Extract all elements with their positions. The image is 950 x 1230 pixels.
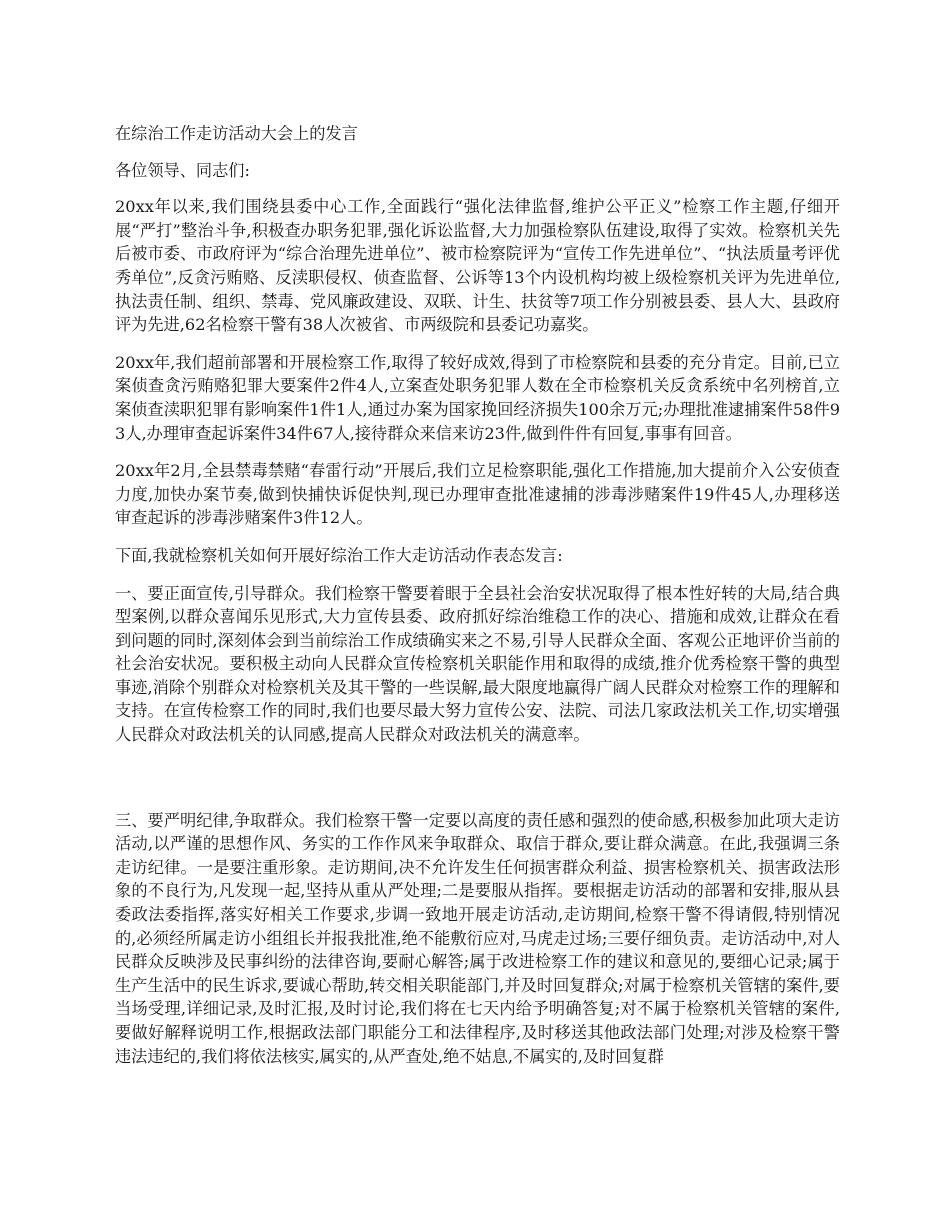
- greeting: 各位领导、同志们:: [115, 160, 250, 180]
- paragraph-current-work: 20xx年,我们超前部署和开展检察工作,取得了较好成效,得到了市检察院和县委的充分肯定。目前,已立案侦查贪污贿赂犯罪大要案件2件4人,立案查处职务犯罪人数在全市检察机关反贪系统中名列榜首,立案侦查渎职犯罪有影响案件1件1人,通过办案为国家挽回经济损失100余万元;办理批准逮捕案件58件93人,办理审查起诉案件34件67人,接待群众来信来访23件,做到件件有回复,事事有回音。: [115, 352, 840, 443]
- document-title: 在综治工作走访活动大会上的发言: [115, 124, 358, 143]
- paragraph-intro-statement: 下面,我就检察机关如何开展好综治工作大走访活动作表态发言:: [115, 545, 563, 565]
- paragraph-achievements: 20xx年以来,我们围绕县委中心工作,全面践行“强化法律监督,维护公平正义”检察工作主题,仔细开展“严打”整治斗争,积极查办职务犯罪,强化诉讼监督,大力加强检察队伍建设,取得了实效。检察机关先后被市委、市政府评为“综合治理先进单位”、被市检察院评为“宣传工作先进单位”、“执法质量考评优秀单位”,反贪污贿赂、反渎职侵权、侦查监督、公诉等13个内设机构均被上级检察机关评为先进单位,执法责任制、组织、禁毒、党风廉政建设、双联、计生、扶贫等7项工作分别被县委、县人大、县政府评为先进,62名检察干警有38人次被省、市两级院和县委记功嘉奖。: [115, 197, 840, 335]
- paragraph-point-three: 三、要严明纪律,争取群众。我们检察干警一定要以高度的责任感和强烈的使命感,积极参加此项大走访活动,以严谨的思想作风、务实的工作作风来争取群众、取信于群众,要让群众满意。在此,我强调三条走访纪律。一是要注重形象。走访期间,决不允许发生任何损害群众利益、损害检察机关、损害政法形象的不良行为,凡发现一起,坚持从重从严处理;二是要服从指挥。要根据走访活动的部署和安排,服从县委政法委指挥,落实好相关工作要求,步调一致地开展走访活动,走访期间,检察干警不得请假,特别情况的,必须经所属走访小组组长并报我批准,绝不能敷衍应对,马虎走过场;三要仔细负责。走访活动中,对人民群众反映涉及民事纠纷的法律咨询,要耐心解答;属于改进检察工作的建议和意见的,要细心记录;属于生产生活中的民生诉求,要诚心帮助,转交相关职能部门,并及时回复群众;对属于检察机关管辖的案件,要当场受理,详细记录,及时汇报,及时讨论,我们将在七天内给予明确答复;对不属于检察机关管辖的案件,要做好解释说明工作,根据政法部门职能分工和法律程序,及时移送其他政法部门处理;对涉及检察干警违法违纪的,我们将依法核实,属实的,从严查处,绝不姑息,不属实的,及时回复群: [115, 810, 840, 1066]
- paragraph-point-one: 一、要正面宣传,引导群众。我们检察干警要着眼于全县社会治安状况取得了根本性好转的大局,结合典型案例,以群众喜闻乐见形式,大力宣传县委、政府抓好综治维稳工作的决心、措施和成效,让群众在看到问题的同时,深刻体会到当前综治工作成绩确实来之不易,引导人民群众全面、客观公正地评价当前的社会治安状况。要积极主动向人民群众宣传检察机关职能作用和取得的成绩,推介优秀检察干警的典型事迹,消除个别群众对检察机关及其干警的一些误解,最大限度地赢得广阔人民群众对检察工作的理解和支持。在宣传检察工作的同时,我们也要尽最大努力宣传公安、法院、司法几家政法机关工作,切实增强人民群众对政法机关的认同感,提高人民群众对政法机关的满意率。: [115, 583, 840, 745]
- paragraph-spring-thunder: 20xx年2月,全县禁毒禁赌“春雷行动”开展后,我们立足检察职能,强化工作措施,加大提前介入公安侦查力度,加快办案节奏,做到快捕快诉促快判,现已办理审查批准逮捕的涉毒涉赌案件19件45人,办理移送审查起诉的涉毒涉赌案件3件12人。: [115, 461, 840, 528]
- document-page: [115, 122, 840, 1068]
